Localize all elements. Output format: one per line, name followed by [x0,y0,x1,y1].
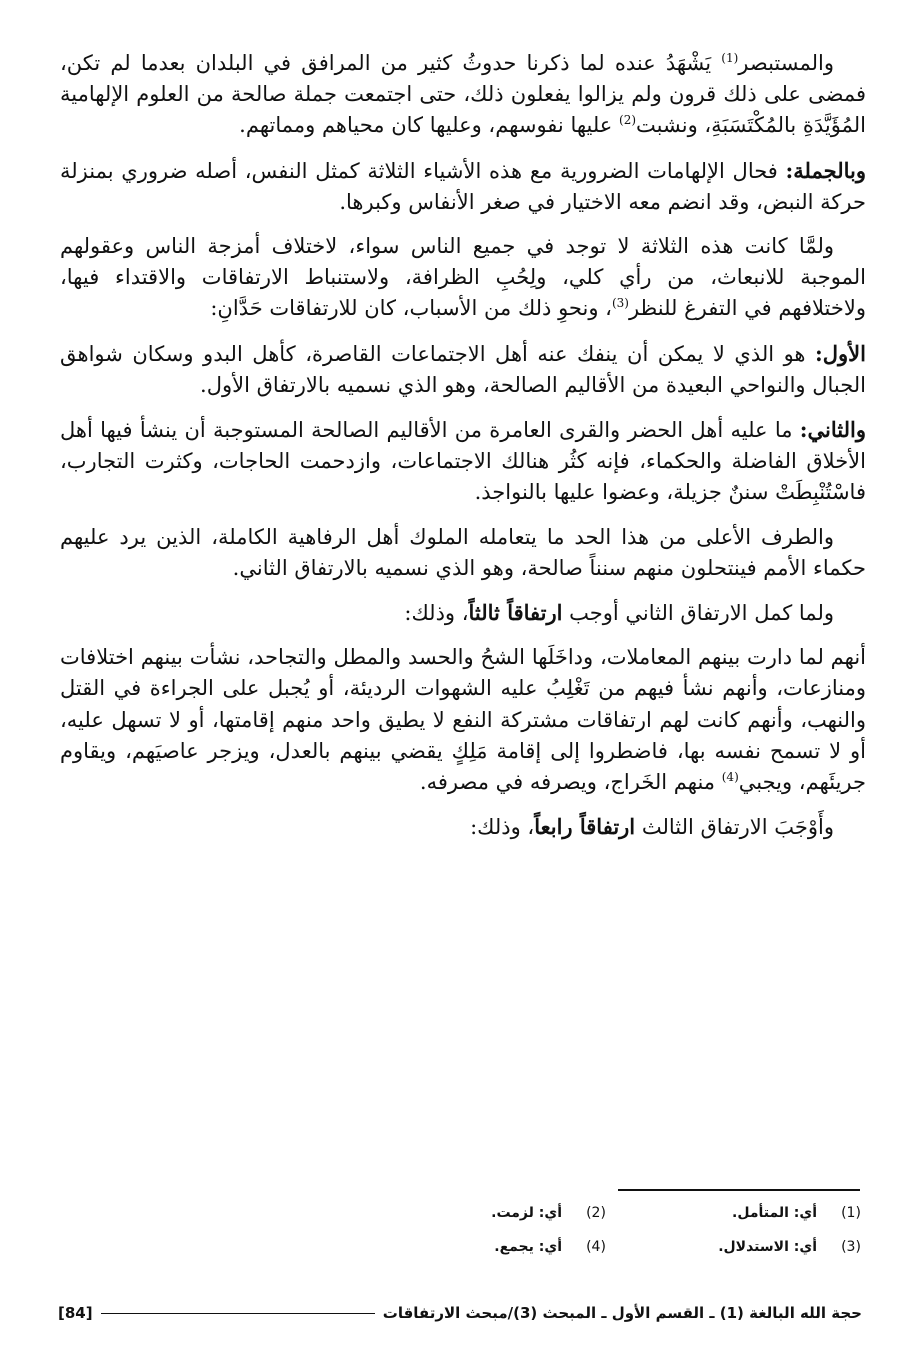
footnote-2: (2) أي: لزمت. [491,1205,606,1221]
running-footer [58,1300,862,1326]
footnote-ref-3[interactable]: (3) [611,296,629,311]
bold-term: ارتفاقاً رابعاً [534,814,636,840]
paragraph-8: أنهم لما دارت بينهم المعاملات، وداخَلَها الشحُ والحسد والمطل والتجاحد، نشأت بينهم اختلافات ومنازعات، وأنهم نشأ فيهم من تَغْلِبُ عليه الشهوات الرديئة، أو يُجبل على الجراءة في القتل والنهب، وأنهم كانت لهم ارتفاقات مشتركة النفع لا يطيق واحد منهم إقامتها، أو لا تسهل عليه، أو لا تسمح نفسه بها، فاضطروا إلى إقامة مَلِكٍ يقضي بينهم بالعدل، ويزجر عاصيَهم، ويقاوم جريئَهم، ويجبي$^{(4)}$ منهم الخَراج، ويصرفه في مصرفه. [60,645,866,795]
paragraph-1: والمستبصر$^{(1)}$ يَشْهَدُ عنده لما ذكرنا حدوثُ كثير من المرافق في البلدان بعدما لم تكن، فمضى على ذلك قرون ولم يزالوا يفعلون ذلك، حتى اجتمعت جملة صالحة من العلوم الإلهامية المُؤَيَّدَةِ بالمُكْتَسَبَةِ، ونشبت$^{(2)}$ عليها نفوسهم، وعليها كان محياهم ومماتهم. [60,51,866,138]
page-number: [84] [58,1304,93,1322]
footer-rule [101,1313,375,1314]
footnote-3: (3) أي: الاستدلال. [718,1239,861,1255]
paragraph-7: ولما كمل الارتفاق الثاني أوجب ارتفاقاً ثالثاً، وذلك: [404,600,834,626]
footnote-ref-1[interactable]: (1) [721,51,739,65]
footnote-4: (4) أي: يجمع. [494,1239,606,1255]
paragraph-3: ولمَّا كانت هذه الثلاثة لا توجد في جميع الناس سواء، لاختلاف أمزجة الناس وعقولهم الموجبة للانبعاث، من رأي كلي، ولِحُبِ الظرافة، ولاستنباط الارتفاقات والاقتداء فيها، ولاختلافهم في التفرغ للنظر$^{(3)}$، ونحوِ ذلك من الأسباب، كان للارتفاقات حَدَّانِ: [60,234,866,321]
footnote-ref-4[interactable]: (4) [721,770,739,785]
page-body [60,48,866,856]
paragraph-2: وبالجملة: فحال الإلهامات الضرورية مع هذه الأشياء الثلاثة كمثل النفس، أصله ضروري بمنزلة حركة النبض، وقد انضم معه الاختيار في صغر الأنفاس وكبرها. [60,157,866,214]
footnote-1: (1) أي: المتأمل. [732,1205,861,1221]
bold-term: ارتفاقاً ثالثاً [468,600,563,626]
paragraph-9: وأَوْجَبَ الارتفاق الثالث ارتفاقاً رابعاً، وذلك: [470,814,834,840]
paragraph-lead: والثاني: [799,417,866,443]
footnote-ref-2[interactable]: (2) [619,113,637,128]
paragraph-lead: وبالجملة: [785,157,866,183]
paragraph-4: الأول: هو الذي لا يمكن أن ينفك عنه أهل الاجتماعات القاصرة، كأهل البدو وسكان شواهق الجبال والنواحي البعيدة من الأقاليم الصالحة، وهو الذي نسميه بالارتفاق الأول. [60,340,866,397]
paragraph-lead: الأول: [815,340,866,366]
paragraph-5: والثاني: ما عليه أهل الحضر والقرى العامرة من الأقاليم الصالحة المستوجبة أن ينشأ فيها أهل الأخلاق الفاضلة والحكماء، فإنه كثُر هنالك الاجتماعات، وازدحمت الحاجات، وكثرت التجارب، فاسْتُنْبِطَتْ سننٌ جزيلة، وعضوا عليها بالنواجذ. [60,417,866,505]
paragraph-6: والطرف الأعلى من هذا الحد ما يتعامله الملوك أهل الرفاهية الكاملة، الذين يرد عليهم حكماء الأمم فينتحلون منهم سنناً صالحة، وهو الذي نسميه بالارتفاق الثاني. [60,524,866,580]
footnote-divider [618,1189,860,1191]
footer-title: حجة الله البالغة (1) ـ القسم الأول ـ المبحث (3)/مبحث الارتفاقات [382,1304,862,1322]
